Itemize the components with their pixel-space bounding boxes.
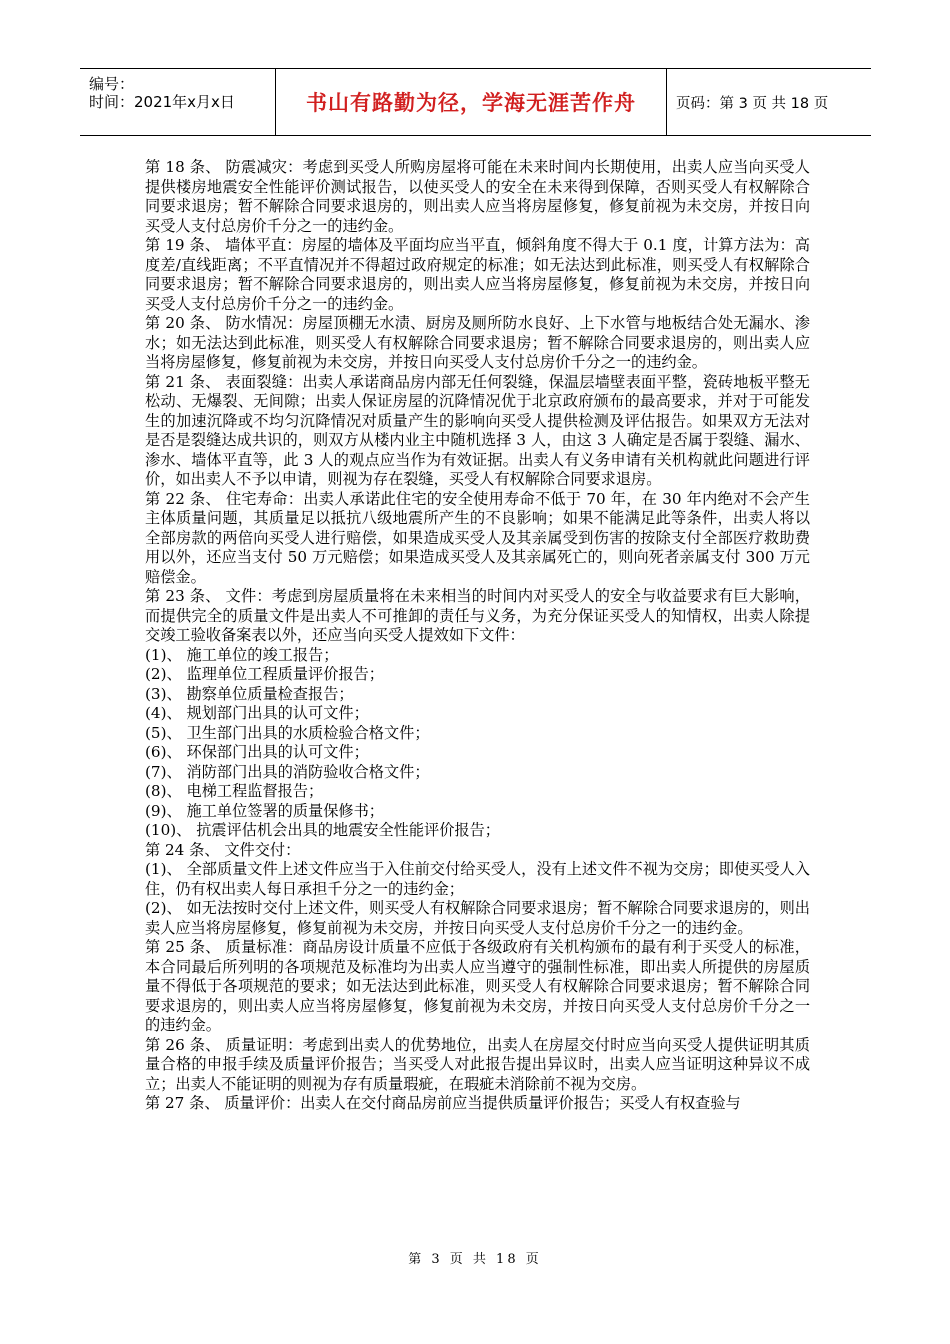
- clause-23-item-3: (3)、 勘察单位质量检查报告；: [145, 684, 354, 703]
- page-header: [80, 68, 871, 136]
- clause-24-item-2: (2)、 如无法按时交付上述文件，则买受人有权解除合同要求退房；暂不解除合同要求退房的，则出卖人应当将房屋修复，修复前视为未交房，并按日向买受人支付总房价千分之一的违约金。: [145, 899, 810, 937]
- clause-27: 第 27 条、 质量评价：出卖人在交付商品房前应当提供质量评价报告；买受人有权查验与: [145, 1094, 741, 1112]
- header-motto: 书山有路勤为径，学海无涯苦作舟: [306, 91, 636, 115]
- clause-25: 第 25 条、 质量标准：商品房设计质量不应低于各级政府有关机构颁布的最有利于买受人的标准，本合同最后所列明的各项规范及标准均为出卖人应当遵守的强制性标准，即出卖人所提供的房屋质量不得低于各项规范的要求；如无法达到此标准，则买受人有权解除合同要求退房；暂不解除合同要求退房的，则出卖人应当将房屋修复，修复前视为未交房，并按日向买受人支付总房价千分之一的违约金。: [145, 938, 810, 1034]
- clause-26: 第 26 条、 质量证明：考虑到出卖人的优势地位，出卖人在房屋交付时应当向买受人提供证明其质量合格的申报手续及质量评价报告；当买受人对此报告提出异议时，出卖人应当证明这种异议不成立；出卖人不能证明的则视为存有质量瑕疵，在瑕疵未消除前不视为交房。: [145, 1035, 810, 1093]
- clause-23-item-1: (1)、 施工单位的竣工报告；: [145, 645, 339, 664]
- clause-23-item-4: (4)、 规划部门出具的认可文件；: [145, 704, 369, 722]
- clause-24-item-1: (1)、 全部质量文件上述文件应当于入住前交付给买受人，没有上述文件不视为交房；即使买受人入住，仍有权出卖人每日承担千分之一的违约金；: [145, 860, 810, 898]
- header-meta-cell: [80, 69, 276, 135]
- document-body: [145, 158, 810, 1114]
- clause-24: 第 24 条、 文件交付：: [145, 840, 301, 859]
- clause-22: 第 22 条、 住宅寿命：出卖人承诺此住宅的安全使用寿命不低于 70 年，在 30 年内绝对不会产生主体质量问题，其质量足以抵抗八级地震所产生的不良影响；如果不能满足此等条件，出卖人将以全部房款的两倍向买受人进行赔偿，如果造成买受人及其亲属受到伤害的按除支付全部医疗救助费用以外，还应当支付 50 万元赔偿；如果造成买受人及其亲属死亡的，则向死者亲属支付 300 万元赔偿金。: [145, 489, 810, 586]
- clause-23: 第 23 条、 文件：考虑到房屋质量将在未来相当的时间内对买受人的安全与收益要求有巨大影响，而提供完全的质量文件是出卖人不可推卸的责任与义务，为充分保证买受人的知情权，出卖人除提交竣工验收备案表以外，还应当向买受人提效如下文件：: [145, 587, 810, 644]
- clause-20: 第 20 条、 防水情况：房屋顶棚无水渍、厨房及厕所防水良好、上下水管与地板结合处无漏水、渗水；如无法达到此标准，则买受人有权解除合同要求退房；暂不解除合同要求退房的，则出卖人应当将房屋修复，修复前视为未交房，并按日向买受人支付总房价千分之一的违约金。: [145, 314, 810, 371]
- clause-23-item-6: (6)、 环保部门出具的认可文件；: [145, 743, 369, 761]
- clause-23-item-9: (9)、 施工单位签署的质量保修书；: [145, 801, 384, 820]
- document-time-label: 时间：2021年x月x日: [89, 93, 235, 111]
- clause-19: 第 19 条、 墙体平直：房屋的墙体及平面均应当平直，倾斜角度不得大于 0.1 度，计算方法为：高度差/直线距离；不平直情况并不得超过政府规定的标准；如无法达到此标准，则买受人有权解除合同要求退房；暂不解除合同要求退房的，则出卖人应当将房屋修复，修复前视为未交房，并按日向买受人支付总房价千分之一的违约金。: [145, 236, 810, 313]
- header-motto-cell: [276, 69, 667, 135]
- document-number-label: 编号：: [89, 75, 135, 93]
- clause-21: 第 21 条、 表面裂缝：出卖人承诺商品房内部无任何裂缝，保温层墙壁表面平整，瓷砖地板平整无松动、无爆裂、无间隙；出卖人保证房屋的沉降情况优于北京政府颁布的最高要求，并对于可能发生的加速沉降或不均匀沉降情况对质量产生的影响向买受人提供检测及评估报告。如果双方无法对是否是裂缝达成共识的，则双方从楼内业主中随机选择 3 人，由这 3 人确定是否属于裂缝、漏水、渗水、墙体平直等，此 3 人的观点应当作为有效证据。出卖人有义务申请有关机构就此问题进行评价，如出卖人不予以申请，则视为存在裂缝，买受人有权解除合同要求退房。: [145, 372, 810, 488]
- clause-23-item-10: (10)、 抗震评估机会出具的地震安全性能评价报告；: [145, 821, 500, 839]
- clause-23-item-8: (8)、 电梯工程监督报告；: [145, 782, 324, 800]
- header-page-info-cell: [667, 69, 871, 135]
- header-page-info: 页码：第 3 页 共 18 页: [676, 95, 829, 112]
- clause-23-item-7: (7)、 消防部门出具的消防验收合格文件；: [145, 762, 430, 781]
- clause-23-item-5: (5)、 卫生部门出具的水质检验合格文件；: [145, 723, 430, 742]
- page-footer: 第 3 页 共 18 页: [408, 1252, 542, 1267]
- clause-23-item-2: (2)、 监理单位工程质量评价报告；: [145, 665, 384, 683]
- clause-18: 第 18 条、 防震减灾：考虑到买受人所购房屋将可能在未来时间内长期使用，出卖人应当向买受人提供楼房地震安全性能评价测试报告，以使买受人的安全在未来得到保障，否则买受人有权解除合同要求退房；暂不解除合同要求退房的，则出卖人应当将房屋修复，修复前视为未交房，并按日向买受人支付总房价千分之一的违约金。: [145, 158, 810, 235]
